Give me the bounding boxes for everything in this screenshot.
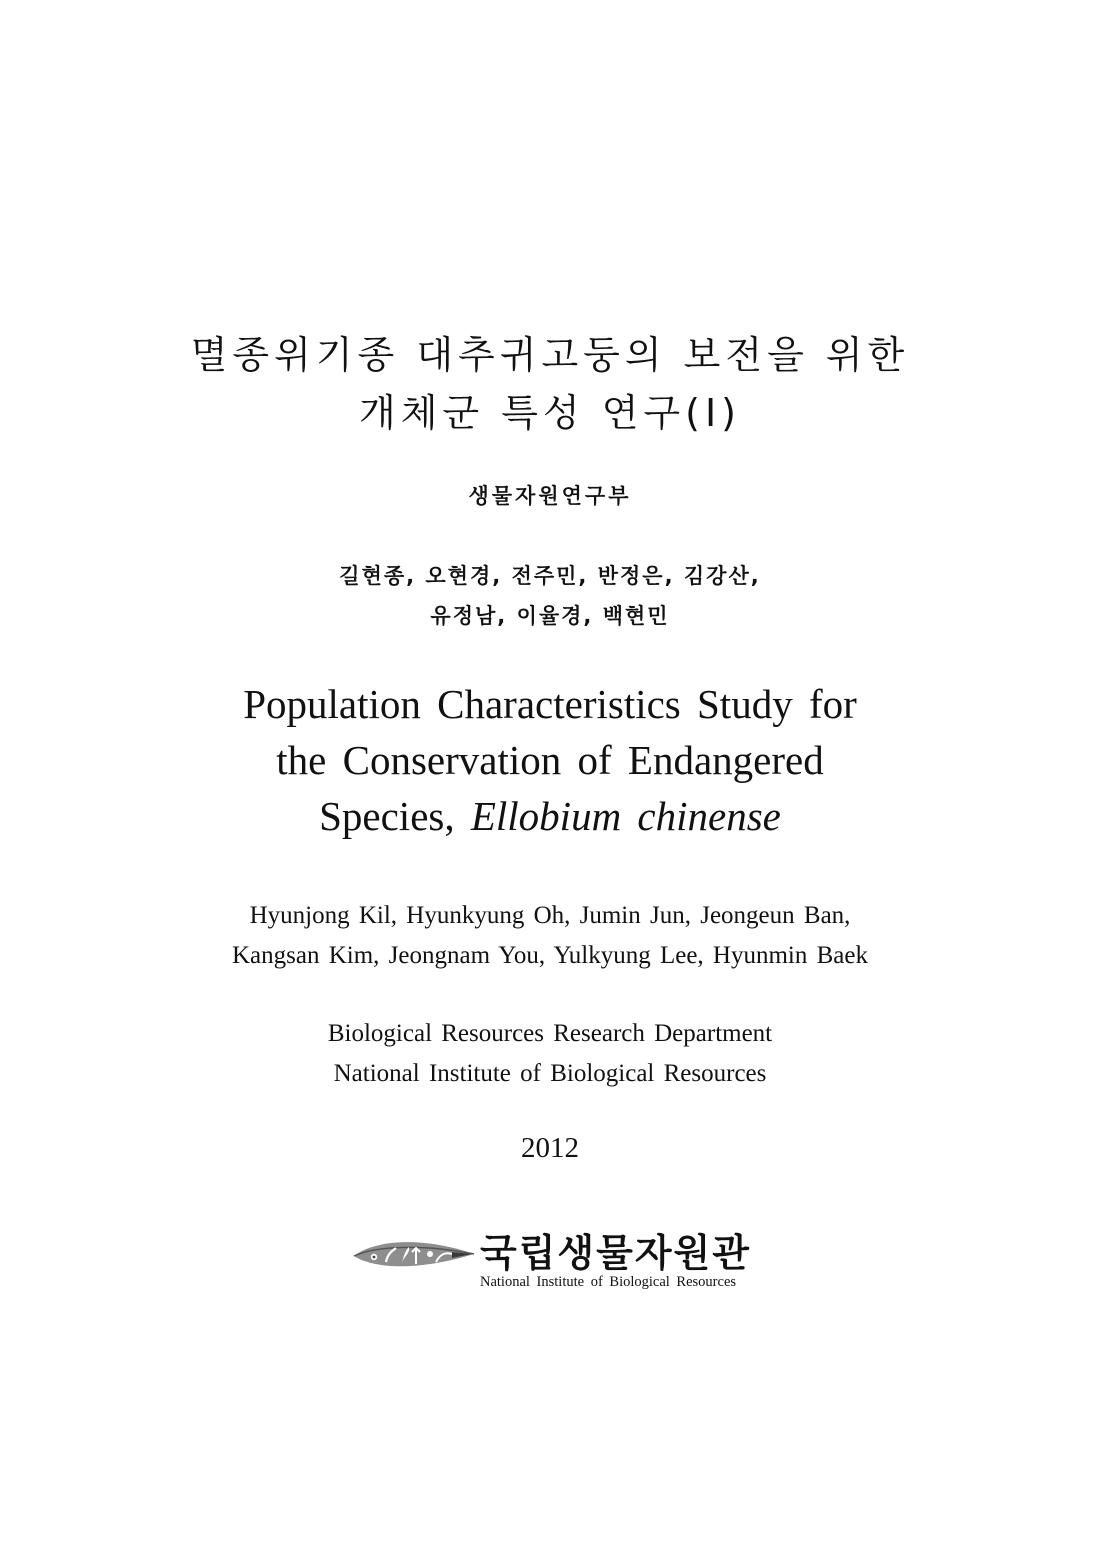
korean-authors xyxy=(0,556,1100,636)
english-title-line-1: Population Characteristics Study for xyxy=(243,681,857,727)
english-title xyxy=(0,676,1100,844)
english-institute: National Institute of Biological Resources xyxy=(333,1060,767,1087)
leaf-emblem-icon xyxy=(352,1236,476,1272)
korean-title-line-2: 개체군 특성 연구(Ⅰ) xyxy=(359,391,741,435)
korean-department: 생물자원연구부 xyxy=(468,484,632,508)
english-title-line-3 xyxy=(0,788,1100,844)
publication-year: 2012 xyxy=(521,1132,579,1164)
korean-title-line-1: 멸종위기종 대추귀고둥의 보전을 위한 xyxy=(190,333,910,377)
english-authors-line-2: Kangsan Kim, Jeongnam You, Yulkyung Lee, Hyunmin Baek xyxy=(232,942,868,969)
english-title-line-2: the Conservation of Endangered xyxy=(276,737,824,783)
korean-title xyxy=(0,326,1100,442)
korean-authors-line-1: 길현종, 오현경, 전주민, 반정은, 김강산, xyxy=(339,564,761,588)
species-name: Ellobium chinense xyxy=(470,793,781,839)
institute-logo xyxy=(352,1222,772,1302)
english-authors-line-1: Hyunjong Kil, Hyunkyung Oh, Jumin Jun, Jeongeun Ban, xyxy=(249,902,851,929)
english-authors xyxy=(0,896,1100,976)
english-department: Biological Resources Research Department xyxy=(327,1020,773,1047)
english-affiliation xyxy=(0,1014,1100,1094)
institute-name-english: National Institute of Biological Resources xyxy=(480,1274,737,1290)
institute-name-korean: 국립생물자원관 xyxy=(480,1231,751,1275)
english-title-species-prefix: Species, xyxy=(319,793,455,839)
korean-authors-line-2: 유정남, 이율경, 백현민 xyxy=(430,604,670,628)
